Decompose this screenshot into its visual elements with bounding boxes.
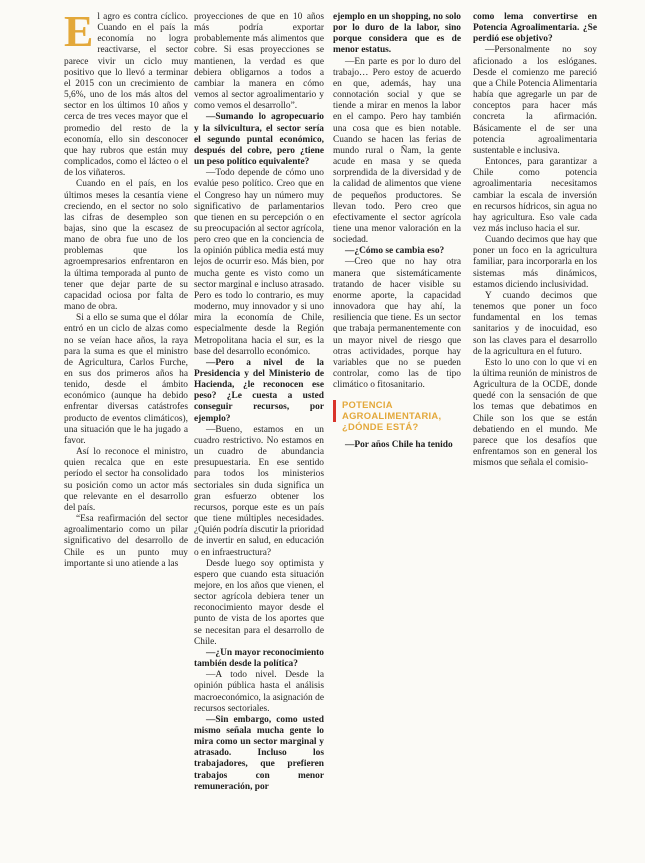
paragraph: Así lo reconoce el ministro, quien recalca que en este período el sector ha consolidado su posición como un actor más que relevante en el desarrollo del país. [64, 447, 188, 513]
interview-question: —Pero a nivel de la Presidencia y del Ministerio de Hacienda, ¿le reconocen ese peso? ¿Le cuesta a usted conseguir recursos, por ejemplo? [194, 357, 324, 424]
drop-cap: E [64, 7, 94, 56]
column-1 [64, 7, 188, 570]
interview-question: —¿Cómo se cambia eso? [345, 246, 445, 257]
paragraph: Cuando en el país, en los últimos meses la cesantía viene creciendo, en el sector no solo las cifras de desempleo son bajas, sino que la escasez de mano de obra fue uno de los problemas que los agroempresarios enfrentaron en la última temporada al punto de tener que dejar parte de su capacidad ociosa por falta de mano de obra. [64, 179, 188, 313]
column-2 [194, 12, 324, 793]
interview-question: —Sin embargo, como usted mismo señala mucha gente lo mira como un sector marginal y atrasado. Incluso los trabajadores, que prefieren trabajos con menor remuneración, por [194, 714, 324, 792]
paragraph: —Bueno, estamos en un cuadro restrictivo. No estamos en un cuadro de abundancia presupuestaria. En ese sentido para todos los ministerios sectoriales sin duda significa un gran esfuerzo obtener los recursos, porque este es un país que tiene múltiples necesidades. ¿Quién podría discutir la prioridad de invertir en salud, en educación o en infraestructura? [194, 424, 324, 558]
paragraph: Esto lo uno con lo que vi en la última reunión de ministros de Agricultura de la OCDE, donde quedé con la sensación de que los temas que debatimos en Chile son los que se están debatiendo en el mundo. Me parece que los desafíos que enfrentamos son en general los mismos que señala el comisio- [473, 357, 597, 469]
interview-question: —Sumando lo agropecuario y la silvicultura, el sector sería el segundo puntal económico, después del cobre, pero ¿tiene un peso político equivalente? [194, 112, 324, 168]
column-4 [473, 12, 597, 469]
paragraph: —A todo nivel. Desde la opinión pública hasta el análisis macroeconómico, la asignación de recursos sectoriales. [194, 670, 324, 714]
paragraph: Cuando decimos que hay que poner un foco en la agricultura familiar, para incorporarla en los sistemas más dinámicos, estamos diciendo inclusividad. [473, 235, 597, 290]
section-heading [333, 399, 461, 432]
paragraph: —Creo que no hay otra manera que sistemáticamente tratando de hacer visible su enorme aporte, la capacidad innovadora que hay ahí, la resiliencia que tiene. Es un sector que trabaja permanentemente con un mayor nivel de riesgo que otras actividades, porque hay variables que no se pueden controlar, como las de tipo climático o fitosanitario. [333, 257, 461, 391]
interview-question: como lema convertirse en Potencia Agroalimentaria. ¿Se perdió ese objetivo? [473, 12, 597, 45]
section-bar [333, 400, 336, 422]
paragraph: Entonces, para garantizar a Chile como potencia agroalimentaria necesitamos cambiar la escala de inversión en recursos hídricos, sin agua no hay agricultura. Eso vale cada vez más incluso hacia el sur. [473, 157, 597, 234]
paragraph: Y cuando decimos que tenemos que poner un foco fundamental en los temas sanitarios y de inocuidad, eso son las claves para el desarrollo de la agricultura en el futuro. [473, 290, 597, 357]
paragraph: proyecciones de que en 10 años más podría exportar probablemente más alimentos que cobre. Si esas proyecciones se mantienen, la verdad es que debiera obligarnos a todos a cambiar la manera en cómo vemos al sector agroalimentario y como vemos el desarrollo”. [194, 12, 324, 112]
paragraph: “Esa reafirmación del sector agroalimentario como un pilar significativo del desarrollo de Chile es un punto muy importante si uno atiende a las [64, 514, 188, 569]
paragraph: Si a ello se suma que el dólar entró en un ciclo de alzas como no se veían hace años, la raya para la suma es que el ministro de Agricultura, Carlos Furche, en sus dos primeros años ha tenido, desde el ámbito económico (aunque ha debido enfrentar diversas catástrofes producto de eventos climáticos), una situación que le ha jugado a favor. [64, 313, 188, 446]
paragraph: Desde luego soy optimista y espero que cuando esta situación mejore, en los años que vienen, el sector agrícola debiera tener un reconocimiento mayor desde el punto de vista de los aportes que se necesitan para el desarrollo de Chile. [194, 558, 324, 647]
paragraph: —En parte es por lo duro del trabajo… Pero estoy de acuerdo en que, además, hay una connotación social y que se tiende a mirar en menos la labor en el campo. Pero hay también una cosa que es bien notable. Cuando se hacen las ferias de mundo rural o Ñam, la gente acude en masa y se queda sorprendida de la diversidad y de la calidad de alimentos que viene de pequeños productores. Se llevan todo. Pero creo que efectivamente el sector agrícola tiene una menor valoración en la sociedad. [333, 56, 461, 246]
section-title: POTENCIA AGROALIMENTARIA, ¿DÓNDE ESTÁ? [342, 399, 442, 433]
paragraph: —Personalmente no soy aficionado a los eslóganes. Desde el comienzo me pareció que a Chile Potencia Alimentaria había que agregarle un par de conceptos para hacer más concreta la afirmación. Básicamente el de ser una potencia agroalimentaria sustentable e inclusiva. [473, 45, 597, 156]
interview-question: ejemplo en un shopping, no solo por lo duro de la labor, sino porque considera que es de menor estatus. [333, 12, 461, 56]
paragraph: —Todo depende de cómo uno evalúe peso político. Creo que en el Congreso hay un número muy significativo de parlamentarios que tienen en su percepción o en su preocupación al sector agrícola, pero creo que en la conciencia de la opinión pública media está muy lejos de ocurrir eso. Más bien, por mucha gente es visto como un sector marginal e incluso atrasado. Pero es todo lo contrario, es muy moderno, muy innovador y si uno mira la economía de Chile, especialmente desde la Región Metropolitana hacia el sur, es la base del desarrollo económico. [194, 168, 324, 357]
interview-question: —¿Un mayor reconocimiento también desde la política? [194, 647, 324, 670]
paragraph: l agro es contra cíclico. Cuando en el país la economía no logra reactivarse, el sector parece vivir un ciclo muy positivo que lo llevó a terminar el 2015 con un crecimiento de 5,6%, uno de los más altos del sector en los últimos 10 años y cerca de tres veces mayor que el promedio del resto de la economía, ello sin desconocer que hay rubros que están muy complicados, como el lácteo o el de los viñateros. [64, 12, 188, 179]
column-3 [333, 12, 461, 451]
interview-question: —Por años Chile ha tenido [345, 440, 453, 451]
